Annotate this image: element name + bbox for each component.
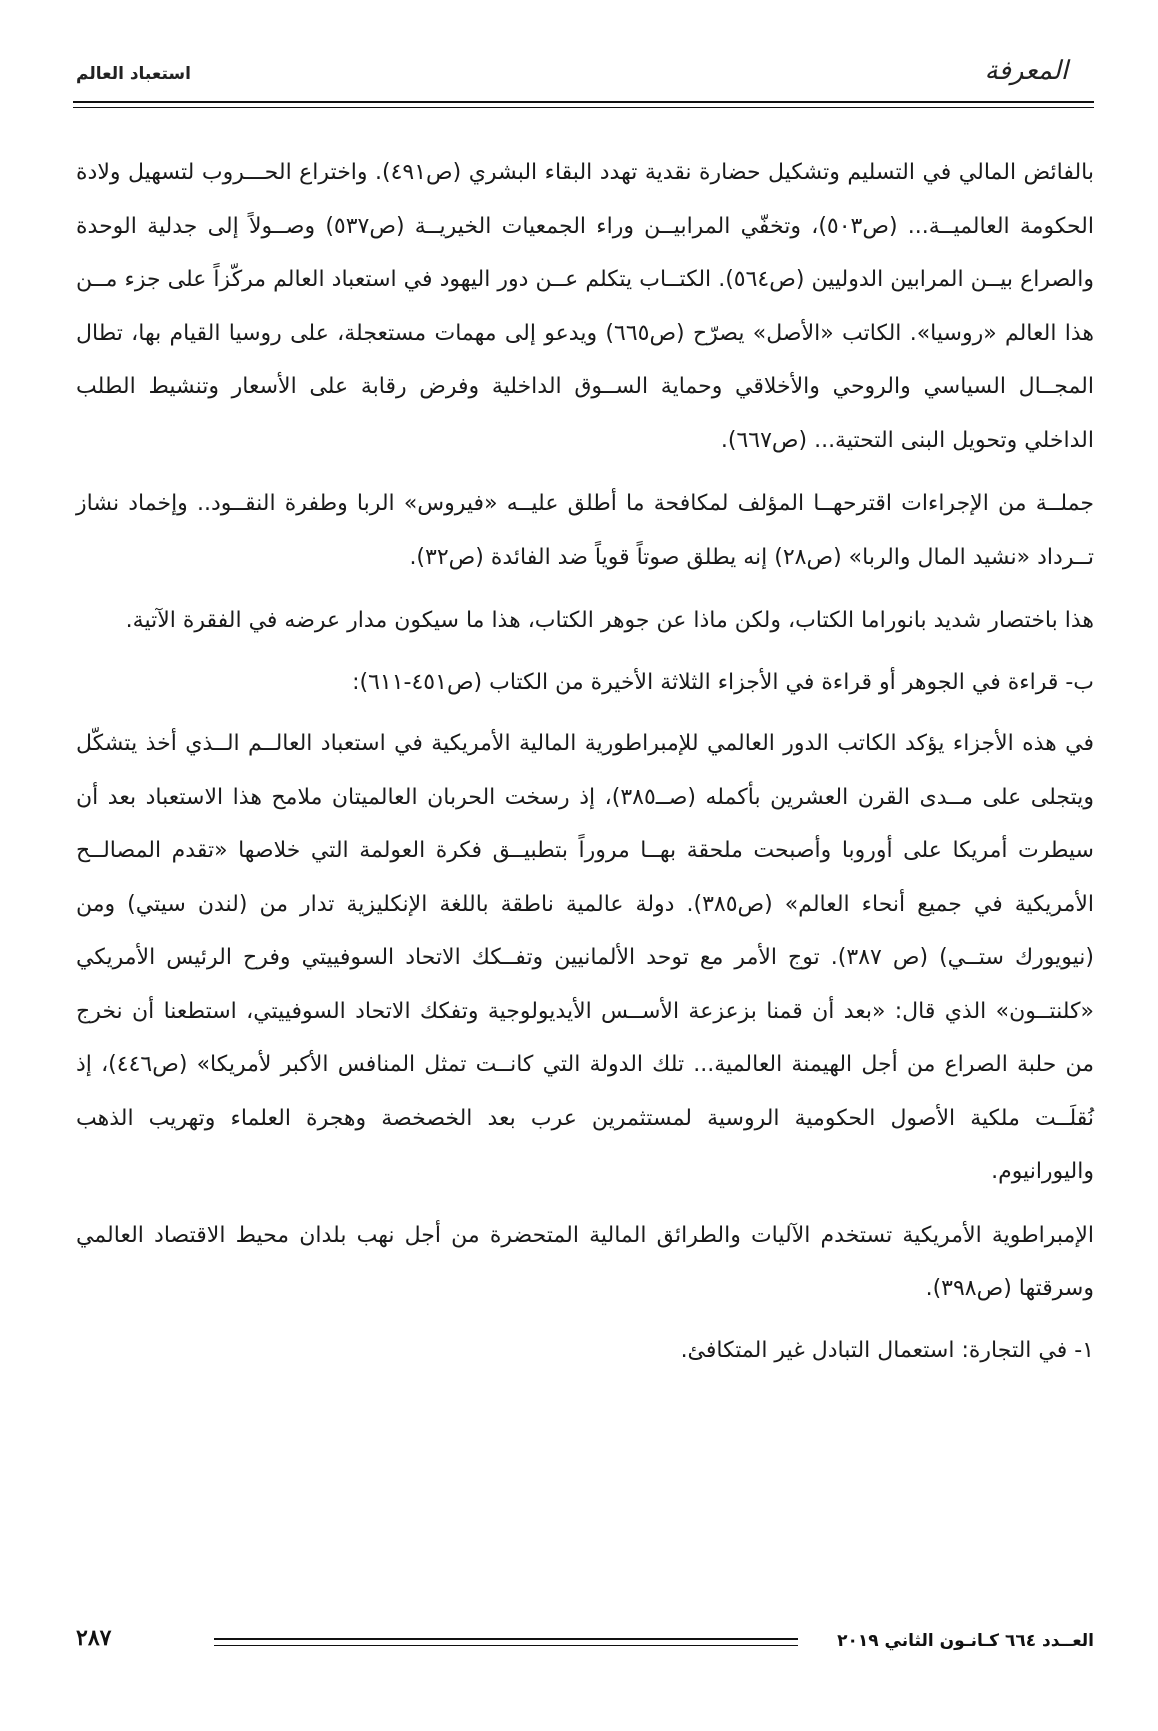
paragraph-3: هذا باختصار شديد بانوراما الكتاب، ولكن ماذا عن جوهر الكتاب، هذا ما سيكون مدار عرضه في الفقرة الآتية.: [125, 608, 1094, 633]
article-body: [76, 146, 1094, 1377]
running-header-title: استعباد العالم: [76, 64, 191, 84]
paragraph-1: بالفائض المالي في التسليم وتشكيل حضارة نقدية تهدد البقاء البشري (ص٤٩١). واختراع الحـــروب لتسهيل ولادة الحكومة العالميــة... (ص٥٠٣)، وتخفّي المرابيــن وراء الجمعيات الخيريــة (ص٥٣٧) وصــولاً إلى جدلية الوحدة والصراع بيــن المرابين الدوليين (ص٥٦٤). الكتــاب يتكلم عــن دور اليهود في استعباد العالم مركّزاً على جزء مــن هذا العالم «روسيا». الكاتب «الأصل» يصرّح (ص٦٦٥) ويدعو إلى مهمات مستعجلة، على روسيا القيام بها، تطال المجــال السياسي والروحي والأخلاقي وحماية الســوق الداخلية وفرض رقابة على الأسعار وتنشيط الطلب الداخلي وتحويل البنى التحتية... (ص٦٦٧).: [76, 160, 1095, 453]
page-number: ٢٨٧: [76, 1625, 112, 1651]
footer-rule-thin: [214, 1645, 798, 1646]
paragraph-2: جملــة من الإجراءات اقترحهــا المؤلف لمكافحة ما أطلق عليــه «فيروس» الربا وطفرة النقــود.. وإخماد نشاز تــرداد «نشيد المال والربا» (ص٢٨) إنه يطلق صوتاً قوياً ضد الفائدة (ص٣٢).: [76, 491, 1094, 570]
paragraph-4-subheading: ب- قراءة في الجوهر أو قراءة في الأجزاء الثلاثة الأخيرة من الكتاب (ص٤٥١-٦١١):: [352, 669, 1094, 695]
footer-issue-info: العــدد ٦٦٤ كـانـون الثاني ٢٠١٩: [837, 1631, 1094, 1651]
header-rule-thick: [73, 101, 1094, 103]
header-rule-thin: [73, 107, 1094, 108]
paragraph-7-list-item: ١- في التجارة: استعمال التبادل غير المتكافئ.: [680, 1337, 1094, 1363]
journal-logo: المعرفة: [984, 56, 1068, 86]
footer-rule-thick: [214, 1638, 798, 1640]
paragraph-6: الإمبراطوية الأمريكية تستخدم الآليات والطرائق المالية المتحضرة من أجل نهب بلدان محيط الاقتصاد العالمي وسرقتها (ص٣٩٨).: [76, 1222, 1094, 1301]
paragraph-5: في هذه الأجزاء يؤكد الكاتب الدور العالمي للإمبراطورية المالية الأمريكية في استعباد العالــم الــذي أخذ يتشكّل ويتجلى على مــدى القرن العشرين بأكمله (صــ٣٨٥)، إذ رسخت الحربان العالميتان ملامح هذا الاستعباد بعد أن سيطرت أمريكا على أوروبا وأصبحت ملحقة بهــا مروراً بتطبيــق فكرة العولمة التي خلاصها «تقدم المصالــح الأمريكية في جميع أنحاء العالم» (ص٣٨٥). دولة عالمية ناطقة باللغة الإنكليزية تدار من (لندن سيتي) ومن (نيويورك ستــي) (ص ٣٨٧). توج الأمر مع توحد الألمانيين وتفــكك الاتحاد السوفييتي وفرح الرئيس الأمريكي «كلنتــون» الذي قال: «بعد أن قمنا بزعزعة الأســس الأيديولوجية وتفكك الاتحاد السوفييتي، استطعنا أن نخرج من حلبة الصراع من أجل الهيمنة العالمية... تلك الدولة التي كانــت تمثل المنافس الأكبر لأمريكا» (ص٤٤٦)، إذ نُقلَــت ملكية الأصول الحكومية الروسية لمستثمرين عرب بعد الخصخصة وهجرة العلماء وتهريب الذهب واليورانيوم.: [76, 731, 1095, 1184]
